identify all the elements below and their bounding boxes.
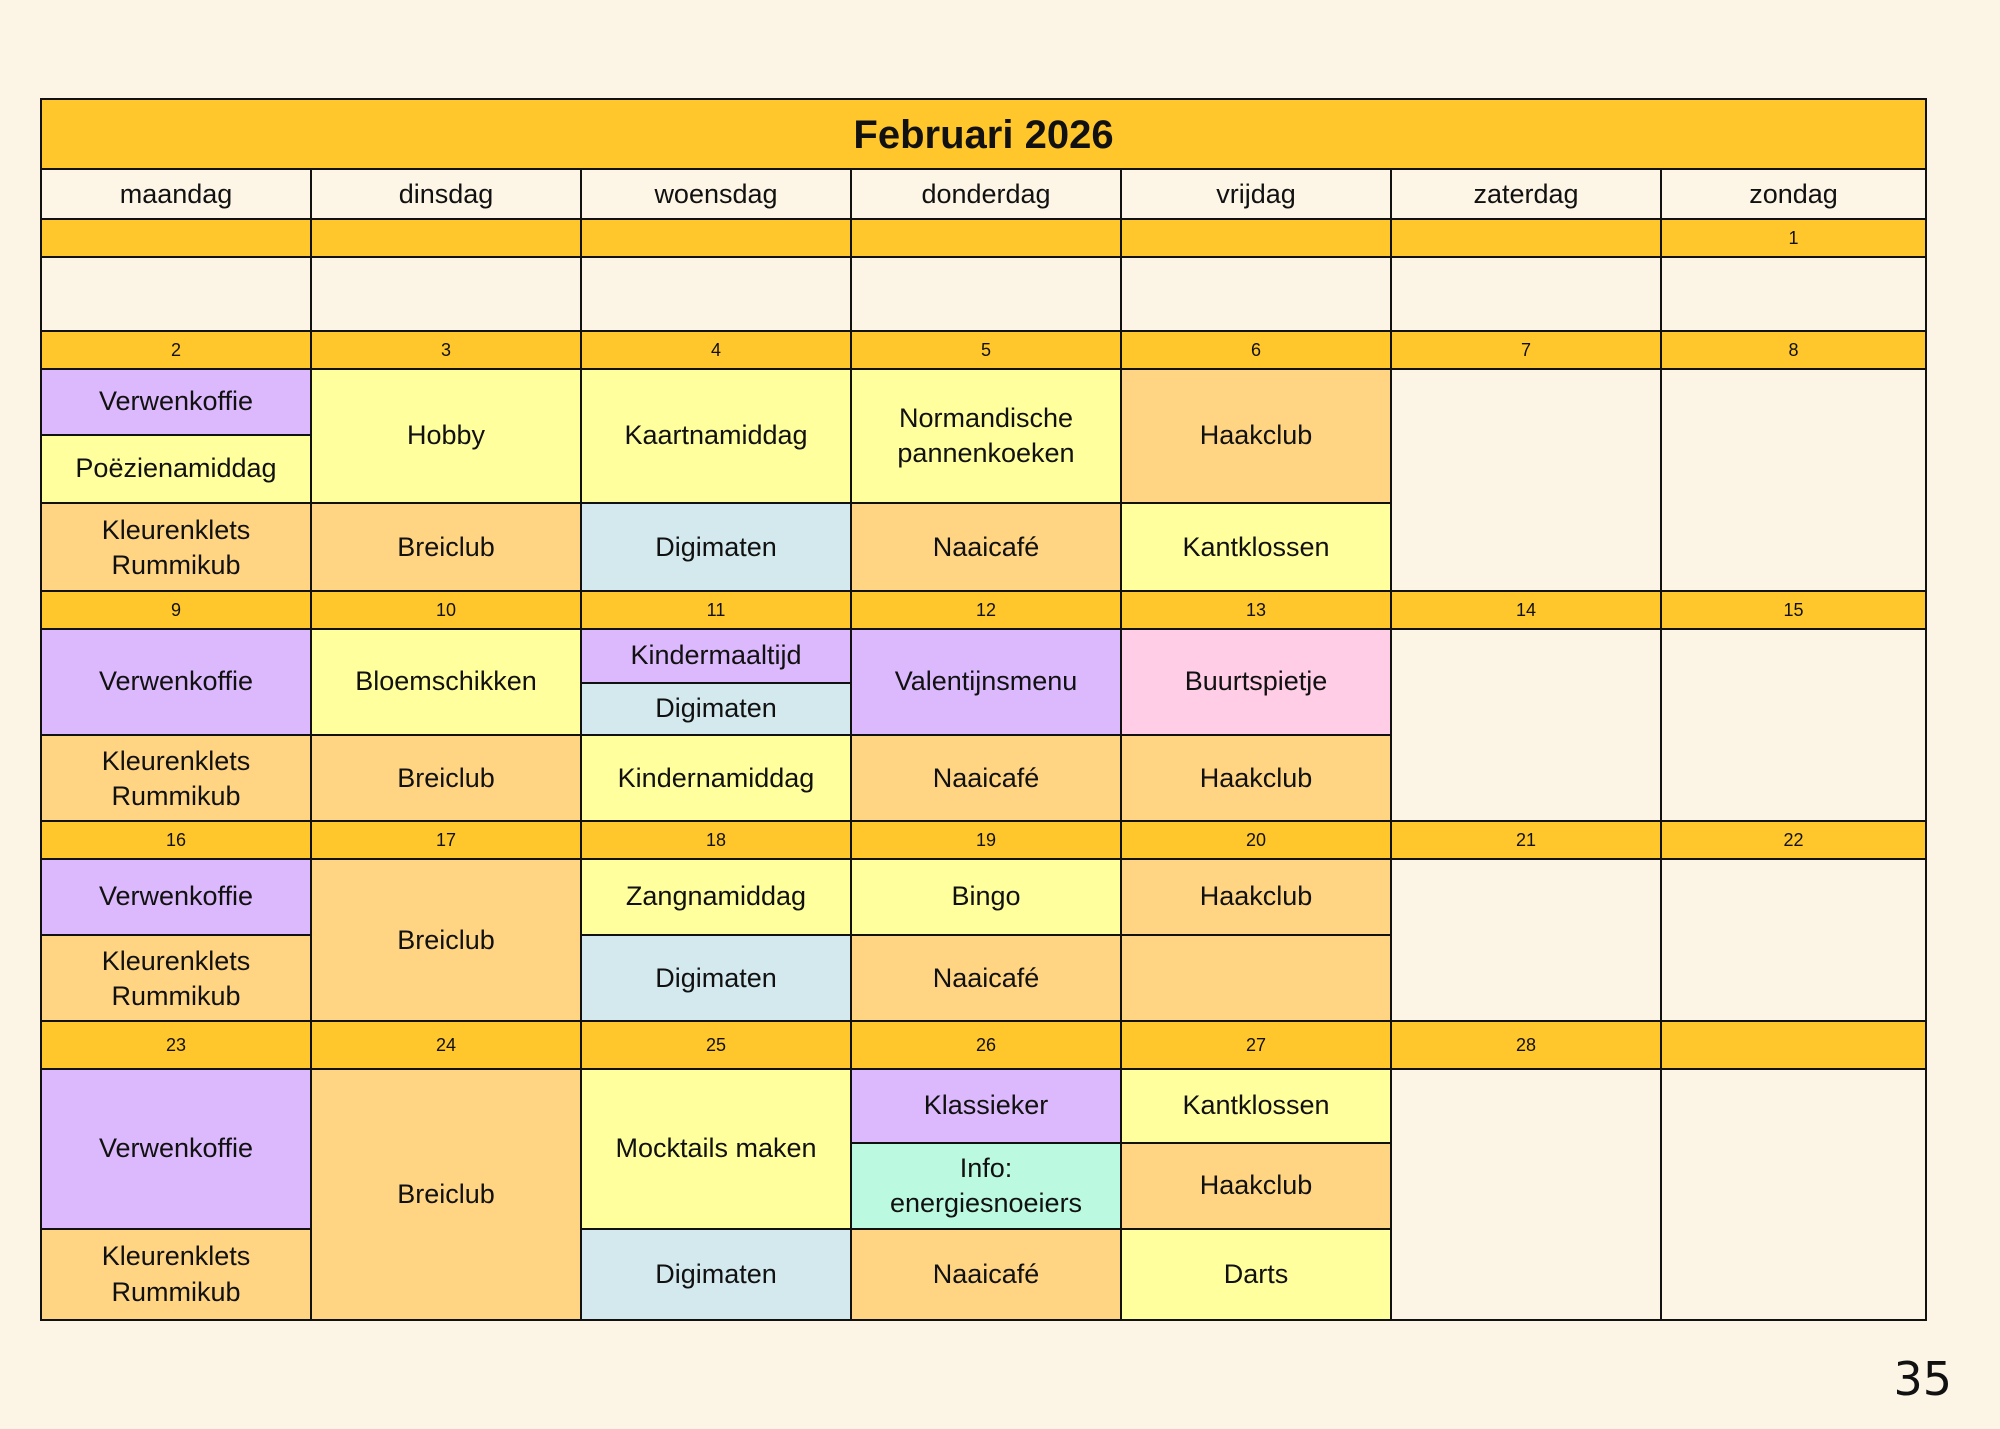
event-label: Naaicafé <box>932 763 1040 794</box>
empty-day-cell <box>1390 858 1662 1024</box>
event-cell <box>310 858 582 1024</box>
day-number-cell <box>40 1020 312 1072</box>
weekday-label: woensdag <box>654 179 778 210</box>
event-cell <box>310 368 582 504</box>
weekday-label: vrijdag <box>1216 179 1296 210</box>
event-label: Digimaten <box>655 532 777 563</box>
event-label: Bingo <box>951 881 1021 912</box>
event-label: Digimaten <box>655 963 777 994</box>
event-cell <box>850 734 1122 824</box>
event-label: Breiclub <box>397 925 495 956</box>
empty-day-cell <box>1660 256 1927 334</box>
event-cell <box>40 1228 312 1321</box>
day-number: 19 <box>975 830 997 851</box>
event-label: Kleurenklets Rummikub <box>101 945 251 1011</box>
empty-day-cell <box>580 256 852 334</box>
event-cell <box>580 734 852 824</box>
day-number-cell <box>310 218 582 260</box>
event-cell <box>1120 934 1392 1024</box>
weekday-label: maandag <box>119 179 233 210</box>
event-cell <box>1120 502 1392 594</box>
event-label: Haakclub <box>1199 420 1313 451</box>
event-label: Breiclub <box>397 763 495 794</box>
day-number-cell <box>850 218 1122 260</box>
day-number: 20 <box>1245 830 1267 851</box>
weekday-header-woensdag <box>580 168 852 222</box>
event-cell <box>1120 628 1392 736</box>
weekday-header-zondag <box>1660 168 1927 222</box>
event-label: Haakclub <box>1199 1170 1313 1201</box>
weekday-label: zondag <box>1749 179 1838 210</box>
calendar-grid <box>40 98 1925 1319</box>
event-cell <box>1120 368 1392 504</box>
day-number: 23 <box>165 1035 187 1056</box>
event-label: Mocktails maken <box>615 1133 817 1164</box>
day-number-cell <box>1390 218 1662 260</box>
day-number-cell <box>40 330 312 372</box>
day-number-cell <box>850 1020 1122 1072</box>
empty-day-cell <box>1660 368 1927 594</box>
event-cell <box>850 858 1122 936</box>
event-label: Naaicafé <box>932 1258 1040 1289</box>
day-number-cell <box>40 590 312 632</box>
day-number: 26 <box>975 1035 997 1056</box>
empty-day-cell <box>1660 628 1927 824</box>
day-number-cell <box>850 590 1122 632</box>
event-label: Breiclub <box>397 1178 495 1209</box>
day-number: 5 <box>980 340 991 361</box>
event-cell <box>1120 1142 1392 1230</box>
day-number: 8 <box>1788 340 1799 361</box>
event-cell <box>40 734 312 824</box>
day-number-cell <box>40 820 312 862</box>
day-number: 15 <box>1783 600 1804 621</box>
day-number-cell <box>1660 330 1927 372</box>
weekday-header-donderdag <box>850 168 1122 222</box>
day-number-cell <box>310 590 582 632</box>
empty-day-cell <box>1390 256 1662 334</box>
event-label: Normandische pannenkoeken <box>897 402 1075 468</box>
event-cell <box>40 934 312 1024</box>
event-cell <box>850 1142 1122 1230</box>
weekday-header-dinsdag <box>310 168 582 222</box>
event-cell <box>1120 1068 1392 1144</box>
event-cell <box>580 628 852 684</box>
day-number: 22 <box>1783 830 1804 851</box>
event-label: Naaicafé <box>932 963 1040 994</box>
empty-day-cell <box>1660 858 1927 1024</box>
event-label: Digimaten <box>655 693 777 724</box>
event-label: Verwenkoffie <box>98 881 254 912</box>
weekday-label: donderdag <box>921 179 1051 210</box>
event-label: Haakclub <box>1199 763 1313 794</box>
day-number: 27 <box>1245 1035 1267 1056</box>
day-number-cell <box>580 1020 852 1072</box>
day-number-cell <box>1120 1020 1392 1072</box>
event-cell <box>580 1068 852 1230</box>
event-label: Verwenkoffie <box>98 1133 254 1164</box>
day-number: 24 <box>435 1035 457 1056</box>
day-number-cell <box>1390 820 1662 862</box>
event-cell <box>310 734 582 824</box>
day-number-cell <box>580 590 852 632</box>
day-number-cell <box>310 330 582 372</box>
day-number-cell <box>580 218 852 260</box>
event-label: Valentijnsmenu <box>894 666 1078 697</box>
event-label: Kantklossen <box>1182 1090 1330 1121</box>
event-cell <box>850 934 1122 1024</box>
day-number: 12 <box>975 600 997 621</box>
day-number-cell <box>1120 330 1392 372</box>
day-number-cell <box>1120 590 1392 632</box>
event-cell <box>40 858 312 936</box>
event-label: Klassieker <box>923 1090 1049 1121</box>
day-number-cell <box>1390 1020 1662 1072</box>
day-number: 28 <box>1515 1035 1537 1056</box>
weekday-label: dinsdag <box>398 179 494 210</box>
event-label: Kleurenklets Rummikub <box>101 745 251 811</box>
day-number: 17 <box>435 830 457 851</box>
empty-day-cell <box>1120 256 1392 334</box>
event-cell <box>850 502 1122 594</box>
event-cell <box>580 1228 852 1321</box>
day-number: 18 <box>705 830 727 851</box>
day-number-cell <box>1120 820 1392 862</box>
event-cell <box>580 502 852 594</box>
event-cell <box>40 368 312 436</box>
empty-day-cell <box>1390 1068 1662 1321</box>
day-number: 1 <box>1788 228 1799 249</box>
day-number: 13 <box>1245 600 1267 621</box>
day-number: 6 <box>1250 340 1261 361</box>
empty-day-cell <box>850 256 1122 334</box>
event-cell <box>310 502 582 594</box>
day-number-cell <box>1390 590 1662 632</box>
day-number-cell <box>310 820 582 862</box>
day-number-cell <box>580 330 852 372</box>
event-cell <box>850 368 1122 504</box>
event-cell <box>40 1068 312 1230</box>
day-number-cell <box>1660 218 1927 260</box>
event-label: Bloemschikken <box>355 666 537 697</box>
event-label: Darts <box>1223 1258 1289 1289</box>
empty-day-cell <box>40 256 312 334</box>
event-label: Naaicafé <box>932 532 1040 563</box>
day-number: 3 <box>440 340 451 361</box>
event-cell <box>40 502 312 594</box>
event-label: Kaartnamiddag <box>624 420 808 451</box>
event-cell <box>40 628 312 736</box>
empty-day-cell <box>1390 628 1662 824</box>
day-number: 11 <box>706 600 726 621</box>
event-cell <box>580 858 852 936</box>
event-cell <box>580 368 852 504</box>
empty-day-cell <box>1390 368 1662 594</box>
weekday-header-maandag <box>40 168 312 222</box>
event-cell <box>850 1068 1122 1144</box>
event-label: Buurtspietje <box>1184 666 1328 697</box>
event-label: Breiclub <box>397 532 495 563</box>
event-label: Digimaten <box>655 1258 777 1289</box>
event-cell <box>1120 734 1392 824</box>
day-number: 10 <box>435 600 457 621</box>
event-cell <box>1120 858 1392 936</box>
day-number: 21 <box>1515 830 1537 851</box>
event-label: Kleurenklets Rummikub <box>101 1241 251 1307</box>
day-number-cell <box>580 820 852 862</box>
event-label: Poëzienamiddag <box>75 453 277 484</box>
empty-day-cell <box>1660 1068 1927 1321</box>
day-number-cell <box>1120 218 1392 260</box>
event-label: Verwenkoffie <box>98 386 254 417</box>
event-cell <box>1120 1228 1392 1321</box>
day-number: 9 <box>170 600 181 621</box>
event-cell <box>580 934 852 1024</box>
event-label: Kindermaaltijd <box>630 640 802 671</box>
day-number-cell <box>1660 1020 1927 1072</box>
day-number-cell <box>1660 820 1927 862</box>
event-label: Zangnamiddag <box>625 881 807 912</box>
event-cell <box>310 628 582 736</box>
event-label: Kleurenklets Rummikub <box>101 514 251 580</box>
page-number: 35 <box>1893 1352 1952 1406</box>
day-number-cell <box>40 218 312 260</box>
day-number: 7 <box>1520 340 1531 361</box>
weekday-header-vrijdag <box>1120 168 1392 222</box>
weekday-header-zaterdag <box>1390 168 1662 222</box>
day-number: 2 <box>170 340 181 361</box>
day-number-cell <box>850 820 1122 862</box>
event-label: Kantklossen <box>1182 532 1330 563</box>
event-label: Kindernamiddag <box>617 763 815 794</box>
event-cell <box>40 434 312 504</box>
day-number: 4 <box>710 340 721 361</box>
event-label: Info: energiesnoeiers <box>889 1152 1083 1218</box>
empty-day-cell <box>310 256 582 334</box>
day-number: 25 <box>705 1035 727 1056</box>
event-label: Haakclub <box>1199 881 1313 912</box>
event-cell <box>850 628 1122 736</box>
day-number: 16 <box>165 830 187 851</box>
event-cell <box>580 682 852 736</box>
calendar-title <box>40 98 1927 172</box>
event-cell <box>310 1068 582 1321</box>
day-number-cell <box>850 330 1122 372</box>
day-number-cell <box>310 1020 582 1072</box>
weekday-label: zaterdag <box>1473 179 1579 210</box>
day-number: 14 <box>1515 600 1537 621</box>
day-number-cell <box>1660 590 1927 632</box>
event-label: Hobby <box>406 420 486 451</box>
day-number-cell <box>1390 330 1662 372</box>
event-label: Verwenkoffie <box>98 666 254 697</box>
event-cell <box>850 1228 1122 1321</box>
calendar-title-text: Februari 2026 <box>853 113 1114 157</box>
